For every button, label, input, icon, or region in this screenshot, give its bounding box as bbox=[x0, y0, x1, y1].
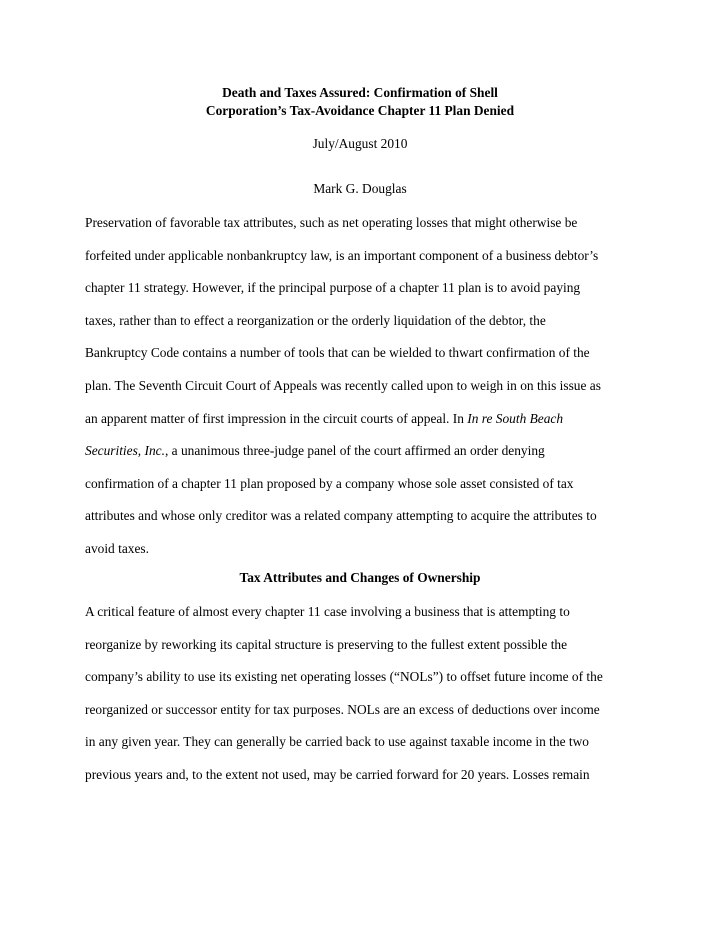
author-name: Mark G. Douglas bbox=[313, 181, 407, 196]
intro-line: Preservation of favorable tax attributes, such as net operating losses that might otherwise be bbox=[85, 215, 578, 230]
case-name-italic: In re South Beach bbox=[467, 410, 564, 426]
intro-line: forfeited under applicable nonbankruptcy law, is an important component of a business debtor’s bbox=[85, 247, 599, 263]
section-line: company’s ability to use its existing net operating losses (“NOLs”) to offset future income of the bbox=[85, 669, 603, 685]
intro-line bbox=[85, 435, 645, 468]
document-title bbox=[0, 84, 720, 120]
section-line: in any given year. They can generally be carried back to use against taxable income in the two bbox=[85, 734, 589, 750]
intro-line: plan. The Seventh Circuit Court of Appeals was recently called upon to weigh in on this issue as bbox=[85, 377, 601, 393]
intro-line: confirmation of a chapter 11 plan proposed by a company whose sole asset consisted of tax bbox=[85, 475, 574, 491]
intro-line: Bankruptcy Code contains a number of tools that can be wielded to thwart confirmation of the bbox=[85, 345, 590, 361]
intro-line: avoid taxes. bbox=[85, 540, 149, 556]
section-line: reorganized or successor entity for tax purposes. NOLs are an excess of deductions over income bbox=[85, 701, 600, 717]
intro-line: taxes, rather than to effect a reorganization or the orderly liquidation of the debtor, the bbox=[85, 312, 546, 328]
intro-text: an apparent matter of first impression in the circuit courts of appeal. In bbox=[85, 410, 468, 426]
intro-line: attributes and whose only creditor was a related company attempting to acquire the attributes to bbox=[85, 508, 597, 524]
title-line-1: Death and Taxes Assured: Confirmation of Shell bbox=[222, 85, 498, 100]
section-line: previous years and, to the extent not used, may be carried forward for 20 years. Losses remain bbox=[85, 766, 590, 782]
intro-line bbox=[85, 403, 645, 436]
publication-date: July/August 2010 bbox=[312, 136, 408, 151]
section-heading: Tax Attributes and Changes of Ownership bbox=[239, 570, 481, 585]
section-paragraph bbox=[85, 596, 645, 792]
intro-text: , a unanimous three-judge panel of the court affirmed an order denying bbox=[164, 443, 545, 459]
intro-paragraph bbox=[85, 207, 645, 566]
title-line-2: Corporation’s Tax-Avoidance Chapter 11 Plan Denied bbox=[205, 103, 515, 118]
section-line: reorganize by reworking its capital structure is preserving to the fullest extent possible the bbox=[85, 636, 568, 652]
intro-line: chapter 11 strategy. However, if the principal purpose of a chapter 11 plan is to avoid paying bbox=[85, 280, 581, 296]
section-line: A critical feature of almost every chapter 11 case involving a business that is attempting to bbox=[85, 604, 570, 619]
case-name-italic: Securities, Inc. bbox=[85, 443, 165, 459]
